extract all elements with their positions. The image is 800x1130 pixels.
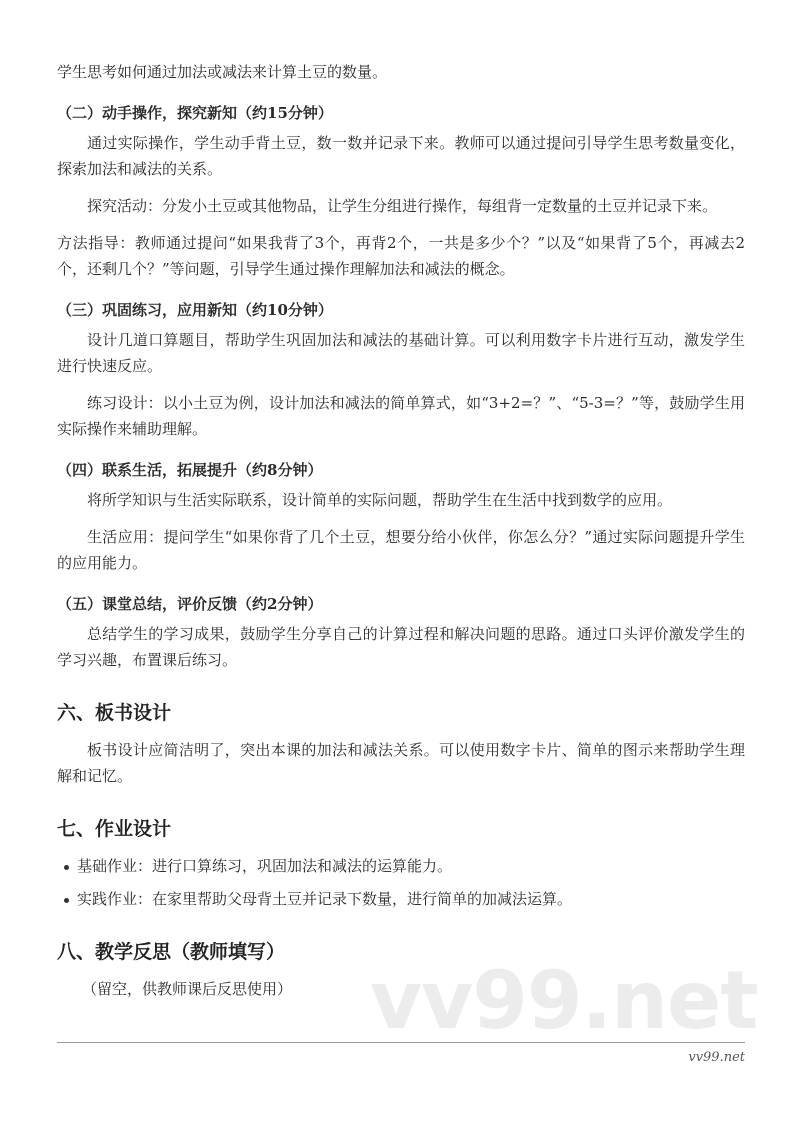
section-heading-7: 七、作业设计 [57, 818, 172, 840]
section-heading-6: 六、板书设计 [57, 702, 172, 724]
bullet-item [64, 853, 745, 879]
paragraph: 总结学生的学习成果，鼓励学生分享自己的计算过程和解决问题的思路。通过口头评价激发学生的学习兴趣，布置课后练习。 [57, 625, 745, 669]
paragraph: 将所学知识与生活实际联系，设计简单的实际问题，帮助学生在生活中找到数学的应用。 [87, 491, 673, 509]
footer-site: vv99.net [688, 1050, 745, 1065]
paragraph: 生活应用：提问学生“如果你背了几个土豆，想要分给小伙伴，你怎么分？”通过实际问题提升学生的应用能力。 [57, 528, 745, 572]
bullet-text: 基础作业：进行口算练习，巩固加法和减法的运算能力。 [77, 857, 453, 875]
bullet-icon [64, 865, 69, 870]
watermark: vv99.net [370, 954, 758, 1047]
footer-divider [57, 1042, 745, 1095]
paragraph: 通过实际操作，学生动手背土豆，数一数并记录下来。教师可以通过提问引导学生思考数量变化，探索加法和减法的关系。 [57, 134, 745, 178]
section-heading-8: 八、教学反思（教师填写） [57, 941, 286, 963]
subsection-heading-3: （三）巩固练习，应用新知（约10分钟） [57, 301, 333, 319]
subsection-heading-2: （二）动手操作，探究新知（约15分钟） [57, 104, 333, 122]
bullet-item [64, 886, 745, 912]
paragraph: 练习设计：以小土豆为例，设计加法和减法的简单算式，如“3+2=？”、“5-3=？”等，鼓励学生用实际操作来辅助理解。 [57, 394, 745, 438]
paragraph: 板书设计应简洁明了，突出本课的加法和减法关系。可以使用数字卡片、简单的图示来帮助学生理解和记忆。 [57, 741, 745, 785]
subsection-heading-4: （四）联系生活，拓展提升（约8分钟） [57, 461, 323, 479]
paragraph: （留空，供教师课后反思使用） [82, 980, 293, 998]
subsection-heading-5: （五）课堂总结，评价反馈（约2分钟） [57, 595, 323, 613]
paragraph: 探究活动：分发小土豆或其他物品，让学生分组进行操作，每组背一定数量的土豆并记录下来。 [87, 197, 718, 215]
intro-paragraph: 学生思考如何通过加法或减法来计算土豆的数量。 [57, 63, 388, 81]
paragraph: 方法指导：教师通过提问“如果我背了3个，再背2个，一共是多少个？”以及“如果背了5个，再减去2个，还剩几个？”等问题，引导学生通过操作理解加法和减法的概念。 [57, 234, 745, 278]
bullet-icon [64, 898, 69, 903]
bullet-text: 实践作业：在家里帮助父母背土豆并记录下数量，进行简单的加减法运算。 [77, 890, 573, 908]
paragraph: 设计几道口算题目，帮助学生巩固加法和减法的基础计算。可以利用数字卡片进行互动，激发学生进行快速反应。 [57, 331, 745, 375]
